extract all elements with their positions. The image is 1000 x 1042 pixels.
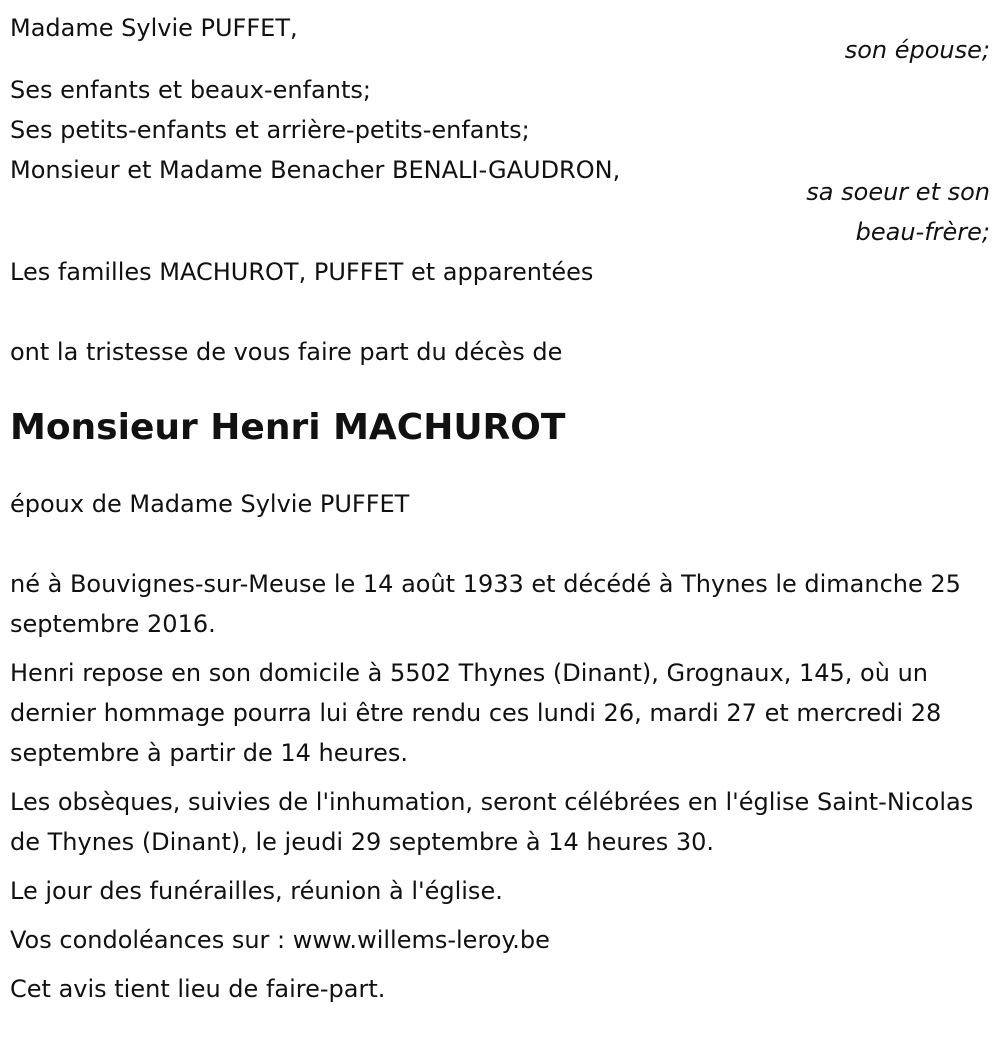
children-line: Ses enfants et beaux-enfants; [10,76,371,104]
spouse-name: Madame Sylvie PUFFET, [10,14,298,42]
closing-paragraph: Cet avis tient lieu de faire-part. [10,975,386,1003]
sister-relation-line-1: sa soeur et son [806,178,990,206]
spouse-relation: son épouse; [844,36,990,64]
funeral-paragraph: Les obsèques, suivies de l'inhumation, seront célébrées en l'église Saint-Nicolas de Thynes (Dinant), le jeudi 29 septembre à 14 heures 30. [10,788,974,856]
condolences-paragraph: Vos condoléances sur : www.willems-leroy.be [10,926,550,954]
announcement-line: ont la tristesse de vous faire part du décès de [10,338,563,366]
deceased-name: Monsieur Henri MACHUROT [10,407,566,448]
sister-couple-line: Monsieur et Madame Benacher BENALI-GAUDRON, [10,156,621,184]
wake-paragraph: Henri repose en son domicile à 5502 Thynes (Dinant), Grognaux, 145, où un dernier hommage pourra lui être rendu ces lundi 26, mardi 27 et mercredi 28 septembre à partir de 14 heures. [10,659,942,767]
spacer [10,292,990,332]
families-line: Les familles MACHUROT, PUFFET et apparentées [10,258,594,286]
grandchildren-line: Ses petits-enfants et arrière-petits-enfants; [10,116,530,144]
sister-relation-line-2: beau-frère; [855,218,990,246]
husband-of-line: époux de Madame Sylvie PUFFET [10,490,410,518]
spacer [10,524,990,564]
meeting-paragraph: Le jour des funérailles, réunion à l'église. [10,877,503,905]
birth-death-paragraph: né à Bouvignes-sur-Meuse le 14 août 1933 et décédé à Thynes le dimanche 25 septembre 2016. [10,570,961,638]
